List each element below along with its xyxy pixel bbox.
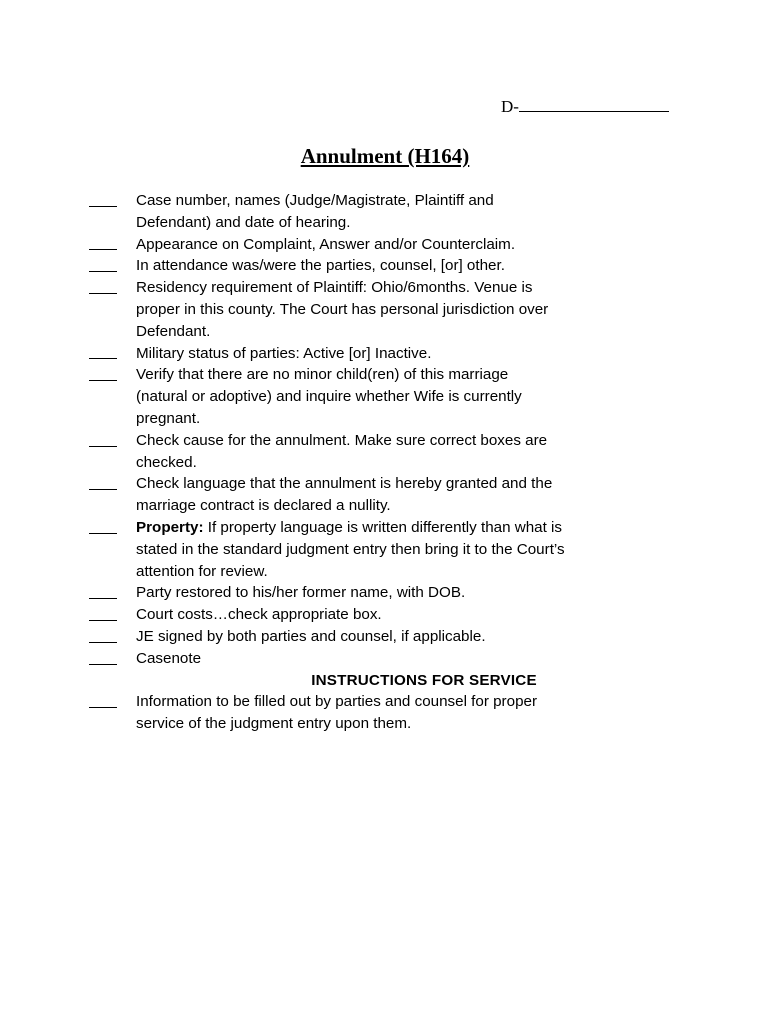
checklist-item-text: Party restored to his/her former name, with DOB. bbox=[136, 584, 466, 602]
checklist-item-language bbox=[89, 473, 669, 517]
property-text: If property language is written differently than what is stated in the standard judgment entry then bring it to the Court’s attention for review. bbox=[136, 518, 565, 580]
checklist-blank[interactable] bbox=[89, 604, 117, 626]
checklist-blank[interactable] bbox=[89, 234, 117, 256]
checklist-item-text: Check language that the annulment is hereby granted and the marriage contract is declared a nullity. bbox=[136, 475, 553, 515]
checklist-item-appearance bbox=[89, 234, 669, 256]
checklist-blank[interactable] bbox=[89, 343, 117, 365]
docket-prefix: D- bbox=[501, 97, 519, 116]
property-label: Property: bbox=[136, 518, 204, 536]
checklist-blank[interactable] bbox=[89, 430, 117, 452]
service-section-heading: INSTRUCTIONS FOR SERVICE bbox=[311, 671, 537, 689]
checklist-item-text: Information to be filled out by parties and counsel for proper service of the judgment entry upon them. bbox=[136, 693, 538, 733]
checklist-item-service-info bbox=[89, 691, 669, 735]
checklist-item-text: Casenote bbox=[136, 649, 202, 667]
checklist-blank[interactable] bbox=[89, 626, 117, 648]
checklist-blank[interactable] bbox=[89, 648, 117, 670]
checklist-item-text: JE signed by both parties and counsel, if applicable. bbox=[136, 627, 486, 645]
document-title bbox=[0, 143, 770, 169]
checklist-item-cause bbox=[89, 430, 669, 474]
checklist-item-text: Residency requirement of Plaintiff: Ohio/6months. Venue is proper in this county. The Court has personal jurisdiction over Defendant. bbox=[136, 279, 549, 340]
checklist-item-text: Check cause for the annulment. Make sure correct boxes are checked. bbox=[136, 431, 548, 471]
checklist-item-former-name bbox=[89, 582, 669, 604]
checklist-item-property bbox=[89, 517, 669, 582]
checklist bbox=[89, 190, 669, 735]
checklist-blank[interactable] bbox=[89, 277, 117, 299]
checklist-item-text: Case number, names (Judge/Magistrate, Plaintiff and Defendant) and date of hearing. bbox=[136, 192, 494, 231]
checklist-item-je-signed bbox=[89, 626, 669, 648]
checklist-item-military-status bbox=[89, 343, 669, 365]
checklist-blank[interactable] bbox=[89, 691, 117, 713]
checklist-item-casenote bbox=[89, 648, 669, 670]
checklist-item-attendance bbox=[89, 255, 669, 277]
checklist-item-residency bbox=[89, 277, 669, 342]
checklist-item-text: Court costs…check appropriate box. bbox=[136, 606, 382, 624]
checklist-item-text: In attendance was/were the parties, counsel, [or] other. bbox=[136, 257, 505, 275]
checklist-item-text bbox=[136, 517, 669, 582]
docket-number-field bbox=[501, 96, 669, 117]
docket-number-blank[interactable] bbox=[519, 96, 669, 112]
document-title-text: Annulment (H164) bbox=[300, 144, 470, 168]
checklist-item-text: Appearance on Complaint, Answer and/or Counterclaim. bbox=[136, 235, 516, 253]
checklist-blank[interactable] bbox=[89, 364, 117, 386]
checklist-item-text: Military status of parties: Active [or] Inactive. bbox=[136, 344, 432, 362]
checklist-item-court-costs bbox=[89, 604, 669, 626]
checklist-blank[interactable] bbox=[89, 582, 117, 604]
checklist-item-text: Verify that there are no minor child(ren) of this marriage (natural or adoptive) and inquire whether Wife is currently pregnant. bbox=[136, 366, 522, 427]
checklist-blank[interactable] bbox=[89, 517, 117, 539]
checklist-blank[interactable] bbox=[89, 190, 117, 212]
checklist-blank[interactable] bbox=[89, 255, 117, 277]
checklist-item-minor-children bbox=[89, 364, 669, 429]
checklist-item-case-number bbox=[89, 190, 669, 234]
checklist-blank[interactable] bbox=[89, 473, 117, 495]
